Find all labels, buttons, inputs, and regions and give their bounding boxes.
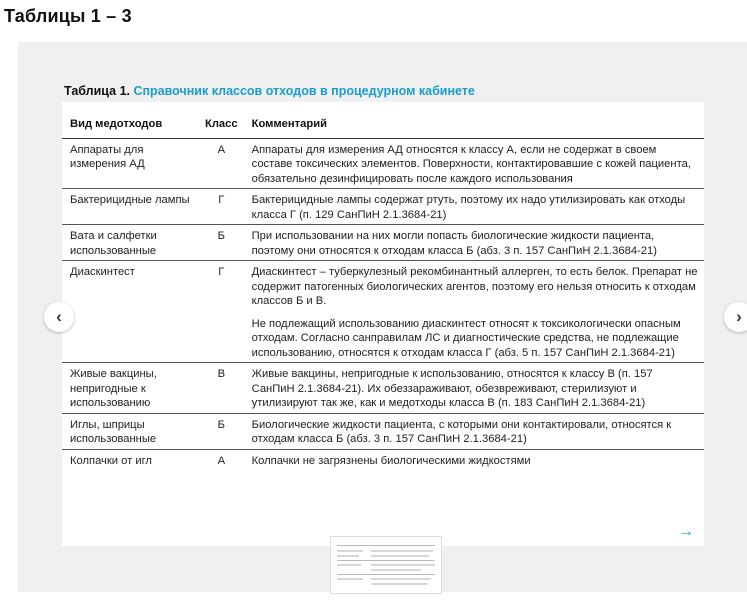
table-caption-number: Таблица 1. [64,84,130,98]
table-row [62,225,704,261]
gallery-next-button[interactable] [724,302,747,332]
image-gallery [18,42,747,592]
arrow-right-icon: → [678,523,694,540]
cell-waste-type: Диаскинтест [62,261,197,363]
cell-waste-class: Г [197,189,244,225]
table-row [62,413,704,449]
column-header-comment: Комментарий [244,110,704,138]
chevron-right-icon: › [736,307,742,326]
cell-comment [244,138,704,189]
comment-paragraph: Не подлежащий использованию диаскинтест относят к токсикологически опасным отходам. Согласно санправилам ЛС и диагностические средства, не подлежащие использованию, относятся к отходам класса Г (абз. 5 п. 157 СанПиН 2.1.3684-21) [251,317,681,359]
cell-waste-class: Б [197,413,244,449]
table-row [62,449,704,470]
comment-paragraph: Колпачки не загрязнены биологическими жидкостями [251,454,531,467]
comment-paragraph: Живые вакцины, непригодные к использованию, относятся к классу В (п. 157 СанПиН 2.1.3684-21). Их обеззараживают, обезвреживают, стерилизуют и утилизируют так же, как и медотходы класса В (п. 183 СанПиН 2.1.3684-21) [251,368,653,409]
cell-comment [244,413,704,449]
table-caption [62,80,704,102]
cell-comment [244,225,704,261]
cell-waste-type: Бактерицидные лампы [62,189,197,225]
cell-waste-type: Аппараты для измерения АД [62,138,197,189]
table-header-row [62,110,704,138]
page-title: Таблицы 1 – 3 [4,6,132,26]
comment-paragraph: Аппараты для измерения АД относятся к классу А, если не содержат в своем составе токсических элементов. Поверхности, контактировавшие с кожей пациента, обязательно дезинфицировать после каждого использования [251,143,691,185]
cell-comment [244,261,704,363]
table-row [62,363,704,414]
cell-comment [244,363,704,414]
cell-comment [244,449,704,470]
cell-waste-class: Г [197,261,244,363]
table-row [62,189,704,225]
slide-thumbnail[interactable] [330,536,442,594]
comment-paragraph: Бактерицидные лампы содержат ртуть, поэтому их надо утилизировать как отходы класса Г (п. 129 СанПиН 2.1.3684-21) [251,194,686,221]
cell-waste-class: А [197,138,244,189]
table-row [62,138,704,189]
cell-waste-type: Вата и салфетки использованные [62,225,197,261]
cell-waste-class: А [217,454,226,467]
table-caption-title: Справочник классов отходов в процедурном кабинете [133,84,475,98]
cell-waste-class: Б [197,225,244,261]
cell-waste-class: В [197,363,244,414]
chevron-left-icon: ‹ [56,307,62,326]
comment-paragraph: Биологические жидкости пациента, с которыми они контактировали, относятся к отходам класса Б (абз. 3 п. 157 СанПиН 2.1.3684-21) [251,418,672,445]
table-row [62,261,704,363]
waste-class-table [62,110,704,470]
cell-waste-type: Иглы, шприцы использованные [62,413,197,449]
comment-paragraph: Диаскинтест – туберкулезный рекомбинантный аллерген, то есть белок. Препарат не содержит патогенных биологических агентов, поэтому его нельзя относить к отходам классов Б и В. [251,266,698,307]
column-header-type: Вид медотходов [62,110,197,138]
gallery-slide [62,80,704,546]
cell-waste-type: Живые вакцины, непригодные к использованию [62,363,197,414]
comment-paragraph: При использовании на них могли попасть биологические жидкости пациента, поэтому они относятся к отходам класса Б (абз. 3 п. 157 СанПиН 2.1.3684-21) [251,230,657,257]
cell-comment [244,189,704,225]
cell-waste-type: Колпачки от игл [70,454,152,467]
gallery-prev-button[interactable] [44,302,74,332]
column-header-class: Класс [197,110,244,138]
